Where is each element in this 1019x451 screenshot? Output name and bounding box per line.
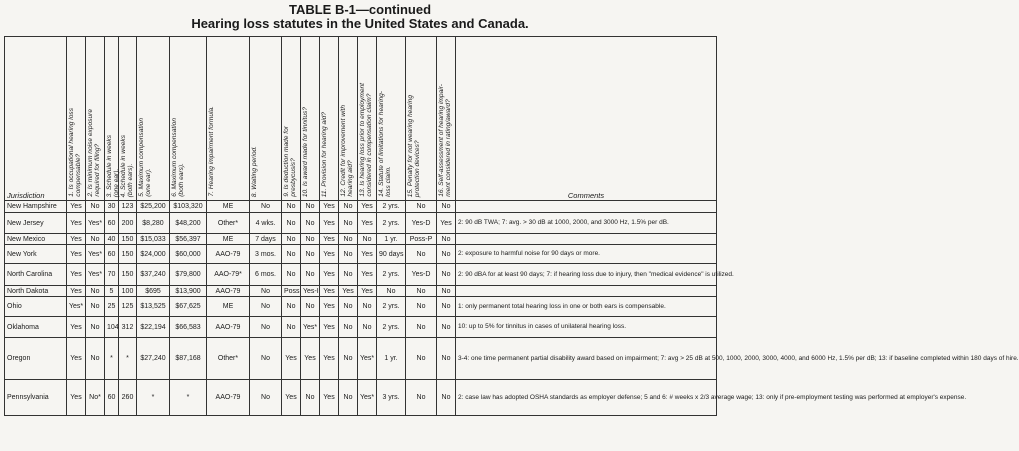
table-cell: No: [406, 317, 437, 338]
table-cell: Yes-I: [301, 286, 320, 297]
table-cell: Yes: [320, 234, 339, 245]
table-cell: Yes*: [86, 245, 105, 264]
column-header-3: [105, 37, 119, 201]
column-header-line1: 16. Self-assessment of hearing impair-: [438, 84, 445, 197]
table-cell: No: [250, 380, 282, 416]
table-cell: No: [86, 201, 105, 213]
table-cell: $8,280: [137, 213, 170, 234]
column-header-line1: 2. Is minimum noise exposure: [87, 109, 94, 197]
table-cell: 125: [119, 297, 137, 317]
column-header-13: [358, 37, 377, 201]
table-cell: AAO-79: [207, 245, 250, 264]
column-header-line2: (one ear).: [113, 168, 120, 197]
table-cell: AAO-79*: [207, 264, 250, 286]
table-body: [5, 201, 1019, 416]
table-cell: Yes: [358, 201, 377, 213]
table-cell: Yes: [320, 201, 339, 213]
table-row: [5, 213, 717, 234]
table-cell: $25,200: [137, 201, 170, 213]
table-subtitle: Hearing loss statutes in the United States and Canada.: [191, 16, 529, 31]
table-cell: 150: [119, 245, 137, 264]
table-cell: No: [282, 213, 301, 234]
table-cell: $66,583: [170, 317, 207, 338]
table-cell: Yes*: [358, 380, 377, 416]
column-header-line1: 6. Maximum compensation: [171, 118, 178, 197]
column-header-line1: 14. Statute of limitations for hearing-: [378, 91, 385, 197]
table-cell: 60: [105, 245, 119, 264]
table-cell: 123: [119, 201, 137, 213]
column-header-7: [207, 37, 250, 201]
table-cell: No: [282, 264, 301, 286]
jurisdiction-cell: New Hampshire: [5, 201, 67, 213]
table-cell: 3 yrs.: [377, 380, 406, 416]
column-header-line1: 10. Is award made for tinnitus?: [302, 106, 309, 197]
table-cell: Yes: [358, 286, 377, 297]
table-cell: No: [358, 297, 377, 317]
table-cell: Yes: [358, 213, 377, 234]
table-cell: Yes: [282, 380, 301, 416]
table-cell: No: [86, 297, 105, 317]
table-cell: No: [339, 338, 358, 380]
table-row: [5, 297, 717, 317]
comment-cell: 10: up to 5% for tinnitus in cases of unilateral hearing loss.: [456, 317, 717, 338]
table-cell: Yes: [320, 338, 339, 380]
column-header-line2: ment considered in rating/award?: [445, 99, 452, 197]
table-cell: No: [437, 317, 456, 338]
comment-cell: 1: only permanent total hearing loss in one or both ears is compensable.: [456, 297, 717, 317]
comment-cell: 2: 90 dBA for at least 90 days; 7: if hearing loss due to injury, then "medical evidence" is utilized.: [456, 264, 717, 286]
column-header-line1: 4. Schedule in weeks: [120, 134, 127, 197]
table-cell: 30: [105, 201, 119, 213]
column-header-9: [282, 37, 301, 201]
table-cell: Yes*: [301, 317, 320, 338]
table-cell: No: [250, 286, 282, 297]
column-header-line2: hearing aid?: [347, 160, 354, 197]
table-cell: 260: [119, 380, 137, 416]
table-cell: No: [250, 297, 282, 317]
table-cell: *: [105, 338, 119, 380]
table-cell: 2 yrs.: [377, 201, 406, 213]
table-cell: No: [250, 201, 282, 213]
table-cell: AAO-79: [207, 317, 250, 338]
table-cell: *: [119, 338, 137, 380]
table-cell: $67,625: [170, 297, 207, 317]
table-cell: Yes*: [67, 297, 86, 317]
table-cell: No: [86, 317, 105, 338]
jurisdiction-cell: Pennsylvania: [5, 380, 67, 416]
table-cell: 150: [119, 234, 137, 245]
column-header-line1: 3. Schedule in weeks: [106, 134, 113, 197]
table-cell: No: [406, 245, 437, 264]
column-header-line2: (both ears).: [127, 163, 134, 197]
table-cell: No: [86, 338, 105, 380]
table-cell: No: [437, 286, 456, 297]
table-cell: $13,900: [170, 286, 207, 297]
jurisdiction-cell: Oregon: [5, 338, 67, 380]
table-cell: 104: [105, 317, 119, 338]
column-header-line1: 13. Is hearing loss prior to employment: [359, 83, 366, 197]
jurisdiction-cell: Ohio: [5, 297, 67, 317]
table-cell: Yes-D: [406, 213, 437, 234]
table-cell: AAO-79: [207, 380, 250, 416]
jurisdiction-cell: New Jersey: [5, 213, 67, 234]
column-header-line1: 9. Is deduction made for: [283, 126, 290, 197]
table-cell: Yes: [67, 286, 86, 297]
table-cell: No: [86, 286, 105, 297]
column-header-line2: considered in compensation claim?: [366, 94, 373, 197]
table-row: [5, 234, 717, 245]
table-cell: No: [406, 201, 437, 213]
table-cell: ME: [207, 297, 250, 317]
table-cell: No: [437, 201, 456, 213]
table-cell: No: [301, 245, 320, 264]
table-cell: No: [437, 245, 456, 264]
column-header-10: [301, 37, 320, 201]
table-cell: No: [86, 234, 105, 245]
table-cell: No: [282, 317, 301, 338]
table-cell: No: [301, 213, 320, 234]
table-cell: 60: [105, 213, 119, 234]
jurisdiction-header: Jurisdiction: [5, 37, 67, 201]
table-cell: 7 days: [250, 234, 282, 245]
column-header-line1: 15. Penalty for not wearing hearing: [407, 94, 414, 197]
table-row: [5, 286, 717, 297]
table-cell: ME: [207, 234, 250, 245]
jurisdiction-cell: New York: [5, 245, 67, 264]
column-header-line2: loss claim.: [385, 166, 392, 197]
table-cell: $48,200: [170, 213, 207, 234]
table-cell: 70: [105, 264, 119, 286]
table-cell: No: [406, 286, 437, 297]
column-header-line1: 12. Credit for improvement with: [340, 105, 347, 197]
table-cell: No: [339, 380, 358, 416]
table-title: TABLE B-1—continued: [288, 2, 432, 17]
table-cell: 100: [119, 286, 137, 297]
table-cell: No: [339, 264, 358, 286]
table-cell: Yes: [67, 201, 86, 213]
table-cell: Yes*: [358, 338, 377, 380]
table-cell: No: [339, 245, 358, 264]
table-cell: No: [301, 297, 320, 317]
table-cell: No: [358, 317, 377, 338]
table-cell: Yes*: [86, 213, 105, 234]
table-cell: No: [358, 234, 377, 245]
table-cell: $24,000: [137, 245, 170, 264]
column-header-line1: 5. Maximum compensation: [138, 118, 145, 197]
table-cell: No: [282, 234, 301, 245]
column-header-4: [119, 37, 137, 201]
column-header-16: [437, 37, 456, 201]
table-row: [5, 245, 717, 264]
table-cell: 5: [105, 286, 119, 297]
table-cell: $27,240: [137, 338, 170, 380]
table-cell: Yes-D: [406, 264, 437, 286]
table-cell: Yes: [320, 297, 339, 317]
table-cell: No: [250, 338, 282, 380]
table-cell: No: [301, 264, 320, 286]
column-header-line2: required for filing?: [94, 144, 101, 197]
table-cell: No: [339, 234, 358, 245]
comment-cell: [456, 234, 717, 245]
table-cell: No: [301, 380, 320, 416]
table-cell: Yes: [320, 213, 339, 234]
table-cell: AAO-79: [207, 286, 250, 297]
table-cell: Poss: [282, 286, 301, 297]
comment-cell: [456, 286, 717, 297]
table-cell: *: [137, 380, 170, 416]
table-cell: $103,320: [170, 201, 207, 213]
comment-cell: 2: case law has adopted OSHA standards as employer defense; 5 and 6: # weeks x 2/3 average wage; 13: only if pre-employment testing was performed at employer's expense.: [456, 380, 717, 416]
table-cell: Yes: [320, 245, 339, 264]
column-header-line2: compensable?: [75, 154, 82, 197]
column-header-15: [406, 37, 437, 201]
table-cell: No: [339, 317, 358, 338]
table-cell: Yes: [67, 380, 86, 416]
table-cell: $22,194: [137, 317, 170, 338]
table-row: [5, 380, 717, 416]
table-cell: No: [339, 297, 358, 317]
table-cell: Yes: [437, 213, 456, 234]
table-cell: 2 yrs.: [377, 297, 406, 317]
column-header-12: [339, 37, 358, 201]
table-cell: Yes: [301, 338, 320, 380]
table-cell: Yes: [358, 264, 377, 286]
table-cell: Other*: [207, 213, 250, 234]
column-header-line1: 1. Is occupational hearing loss: [68, 108, 75, 197]
header-row: [5, 37, 717, 201]
table-cell: 60: [105, 380, 119, 416]
table-cell: 3 mos.: [250, 245, 282, 264]
table-cell: $695: [137, 286, 170, 297]
table-cell: 2 yrs.: [377, 317, 406, 338]
table-cell: 40: [105, 234, 119, 245]
table-cell: $37,240: [137, 264, 170, 286]
column-header-11: [320, 37, 339, 201]
table-cell: No: [406, 380, 437, 416]
comment-cell: [456, 201, 717, 213]
table-cell: 2 yrs.: [377, 213, 406, 234]
table-cell: $79,800: [170, 264, 207, 286]
table-cell: 312: [119, 317, 137, 338]
column-header-5: [137, 37, 170, 201]
column-header-line1: 7. Hearing impairment formula.: [208, 106, 215, 197]
table-cell: No*: [86, 380, 105, 416]
comment-cell: 2: 90 dB TWA; 7: avg. > 30 dB at 1000, 2000, and 3000 Hz, 1.5% per dB.: [456, 213, 717, 234]
table-cell: No: [282, 245, 301, 264]
table-cell: No: [301, 201, 320, 213]
table-cell: Yes: [320, 264, 339, 286]
table-cell: No: [250, 317, 282, 338]
table-cell: $15,033: [137, 234, 170, 245]
table-cell: No: [301, 234, 320, 245]
column-header-6: [170, 37, 207, 201]
table-cell: *: [170, 380, 207, 416]
table-cell: 90 days: [377, 245, 406, 264]
table-row: [5, 338, 717, 380]
table-cell: 2 yrs.: [377, 264, 406, 286]
table-cell: Yes: [67, 264, 86, 286]
table-cell: 25: [105, 297, 119, 317]
table-cell: No: [282, 201, 301, 213]
column-header-line2: (one ear).: [145, 168, 152, 197]
table-cell: No: [406, 338, 437, 380]
table-cell: 6 mos.: [250, 264, 282, 286]
table-cell: No: [282, 297, 301, 317]
column-header-line2: protection devices?: [414, 140, 421, 197]
column-header-2: [86, 37, 105, 201]
table-cell: $87,168: [170, 338, 207, 380]
table-cell: Yes: [67, 338, 86, 380]
table-cell: No: [437, 234, 456, 245]
table-cell: $13,525: [137, 297, 170, 317]
comment-cell: 2: exposure to harmful noise for 90 days or more.: [456, 245, 717, 264]
table-cell: Yes: [67, 245, 86, 264]
column-header-1: [67, 37, 86, 201]
jurisdiction-cell: North Carolina: [5, 264, 67, 286]
table-cell: Yes*: [86, 264, 105, 286]
column-header-8: [250, 37, 282, 201]
table-cell: No: [437, 338, 456, 380]
table-cell: Yes: [282, 338, 301, 380]
table-cell: No: [339, 213, 358, 234]
table-cell: Other*: [207, 338, 250, 380]
table-cell: $56,397: [170, 234, 207, 245]
table-cell: No: [406, 297, 437, 317]
table-cell: Yes: [67, 234, 86, 245]
table-cell: 1 yr.: [377, 338, 406, 380]
table-row: [5, 317, 717, 338]
comments-header: Comments: [456, 37, 717, 201]
table-cell: No: [377, 286, 406, 297]
table-cell: Yes: [339, 286, 358, 297]
table-cell: Yes: [320, 380, 339, 416]
table-cell: Yes: [358, 245, 377, 264]
table-cell: ME: [207, 201, 250, 213]
table-cell: Yes: [320, 317, 339, 338]
table-cell: No: [437, 264, 456, 286]
table-cell: No: [437, 297, 456, 317]
table-row: [5, 264, 717, 286]
column-header-14: [377, 37, 406, 201]
column-header-line2: presbycusis?: [290, 158, 297, 197]
column-header-line2: (both ears).: [178, 163, 185, 197]
table-cell: 150: [119, 264, 137, 286]
table-cell: 200: [119, 213, 137, 234]
table-cell: 4 wks.: [250, 213, 282, 234]
table-cell: No: [437, 380, 456, 416]
table-cell: $60,000: [170, 245, 207, 264]
table-cell: No: [339, 201, 358, 213]
table-cell: Yes: [67, 317, 86, 338]
jurisdiction-cell: New Mexico: [5, 234, 67, 245]
table-cell: Poss-P: [406, 234, 437, 245]
table-cell: Yes: [320, 286, 339, 297]
column-header-line1: 11. Provision for hearing aid?: [321, 111, 328, 197]
comment-cell: 3-4: one time permanent partial disability award based on impairment; 7: avg > 25 dB at 500, 1000, 2000, 3000, 4000, and 6000 Hz, 1.5% per dB; 13: if baseline completed within 180 days of hire.: [456, 338, 717, 380]
table-cell: Yes: [67, 213, 86, 234]
table-row: [5, 201, 717, 213]
hearing-loss-table: [4, 36, 1019, 416]
jurisdiction-cell: Oklahoma: [5, 317, 67, 338]
column-header-line1: 8. Waiting period.: [251, 145, 258, 197]
jurisdiction-cell: North Dakota: [5, 286, 67, 297]
table-cell: 1 yr.: [377, 234, 406, 245]
